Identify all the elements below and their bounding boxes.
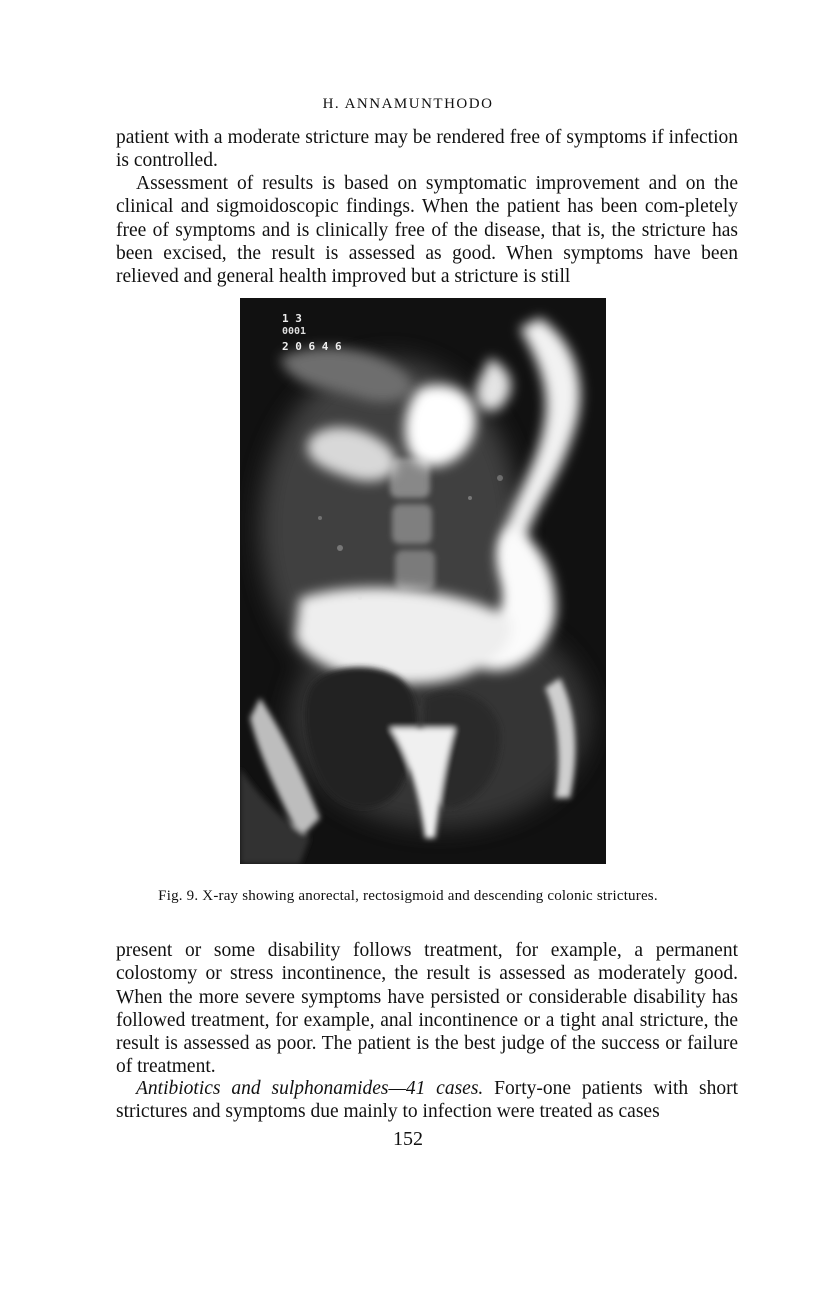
film-marking-3: 2 0 6 4 6	[282, 340, 342, 353]
xray-image	[240, 298, 606, 864]
figure-caption: Fig. 9. X-ray showing anorectal, rectosigmoid and descending colonic strictures.	[158, 888, 658, 904]
xray-figure	[240, 298, 606, 864]
page-number: 152	[393, 1128, 423, 1150]
paragraph-assessment: Assessment of results is based on symptomatic improvement and on the clinical and sigmoidoscopic findings. When the patient has been com-pletely free of symptoms and is clinically free of the disease, that is, the stricture has been excised, the result is assessed as good. When symptoms have been relieved and general health improved but a stricture is still	[116, 173, 738, 288]
running-header: H. ANNAMUNTHODO	[322, 96, 494, 112]
paragraph-antibiotics-text: Forty-one patients with short strictures and symptoms due mainly to infection were treated as cases	[116, 1078, 738, 1123]
film-marking-2: 0001	[282, 326, 307, 337]
paragraph-antibiotics	[116, 1077, 738, 1124]
paragraph-continuation: patient with a moderate stricture may be rendered free of symptoms if infection is controlled.	[116, 127, 738, 172]
section-heading-italic: Antibiotics and sulphonamides—41 cases.	[136, 1078, 484, 1099]
film-marking-1: 1 3	[282, 312, 302, 325]
paragraph-assessment-continued: present or some disability follows treatment, for example, a permanent colostomy or stress incontinence, the result is assessed as moderately good. When the more severe symptoms have persisted or considerable disability has followed treatment, for example, anal incontinence or a tight anal stricture, the result is assessed as poor. The patient is the best judge of the success or failure of treatment.	[116, 940, 738, 1078]
